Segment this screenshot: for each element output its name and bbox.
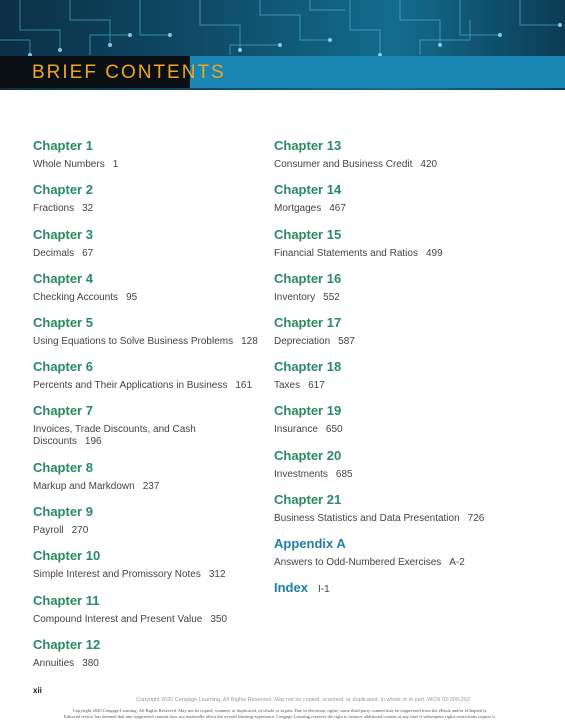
page-number: 32 (82, 203, 94, 214)
toc-entry[interactable] (274, 182, 544, 215)
chapter-title: Payroll (33, 525, 64, 536)
page-number: 67 (82, 248, 94, 259)
chapter-label: Chapter 6 (33, 359, 93, 374)
chapter-label: Chapter 1 (33, 138, 93, 153)
chapter-title: Compound Interest and Present Value (33, 614, 203, 625)
toc-entry[interactable] (33, 182, 263, 215)
toc-entry[interactable] (33, 637, 263, 670)
chapter-label: Chapter 21 (274, 492, 342, 507)
toc-entry[interactable] (274, 271, 544, 304)
page-number: 270 (71, 525, 89, 536)
toc-entry[interactable] (274, 315, 544, 348)
toc-entry[interactable] (33, 315, 263, 348)
toc-entry[interactable] (274, 227, 544, 260)
page-number: 617 (308, 380, 325, 391)
chapter-label: Chapter 20 (274, 448, 342, 463)
chapter-title: Annuities (33, 658, 75, 669)
toc-entry[interactable] (33, 227, 263, 260)
toc-entry[interactable] (33, 548, 263, 581)
toc-entry[interactable] (33, 504, 263, 537)
toc-entry[interactable] (274, 448, 544, 481)
chapter-label: Chapter 11 (33, 593, 100, 608)
chapter-title: Markup and Markdown (33, 481, 135, 492)
chapter-label: Chapter 17 (274, 315, 342, 330)
toc-entry[interactable] (33, 593, 263, 626)
page-number: 726 (467, 513, 485, 524)
chapter-label: Chapter 4 (33, 271, 93, 286)
appendix-label: Appendix A (274, 536, 346, 551)
page-number: 420 (420, 159, 438, 170)
chapter-label: Chapter 18 (274, 359, 342, 374)
chapter-label: Chapter 13 (274, 138, 342, 153)
toc-entry[interactable] (274, 359, 544, 392)
page-number: 196 (84, 436, 102, 447)
chapter-title: Fractions (33, 203, 75, 214)
chapter-title: Decimals (33, 248, 75, 259)
page-number: 350 (210, 614, 228, 625)
toc-entry[interactable] (274, 138, 544, 171)
chapter-label: Chapter 19 (274, 403, 342, 418)
toc-entry[interactable] (33, 271, 263, 304)
page-number: 312 (208, 569, 226, 580)
toc-entry[interactable] (274, 403, 544, 436)
chapter-label: Chapter 9 (33, 504, 93, 519)
toc-entry[interactable] (274, 492, 544, 525)
page-number: A-2 (449, 557, 465, 568)
page-number: 499 (425, 248, 443, 259)
chapter-title: Using Equations to Solve Business Problems (33, 336, 234, 347)
chapter-label: Chapter 10 (33, 548, 101, 563)
index-label: Index (274, 580, 308, 595)
page-number: 650 (325, 424, 343, 435)
chapter-title: Simple Interest and Promissory Notes (33, 569, 201, 580)
page-number: 467 (329, 203, 346, 214)
chapter-title: Investments (274, 469, 328, 480)
chapter-title: Mortgages (274, 203, 322, 214)
page-number: 587 (338, 336, 355, 347)
chapter-title: Depreciation (274, 336, 331, 347)
page-number: 237 (142, 481, 160, 492)
page-number: 1 (112, 159, 119, 170)
page-number: 380 (82, 658, 99, 669)
toc-entry[interactable] (33, 359, 263, 392)
toc-entry[interactable] (274, 536, 544, 569)
chapter-title: Checking Accounts (33, 292, 119, 303)
chapter-title: Percents and Their Applications in Business (33, 380, 228, 391)
chapter-label: Chapter 5 (33, 315, 93, 330)
chapter-label: Chapter 3 (33, 227, 93, 242)
chapter-label: Chapter 14 (274, 182, 342, 197)
page-number: 552 (323, 292, 340, 303)
legal-notice-line: Editorial review has deemed that any suppressed content does not materially affect the overall learning experience. Cengage Learning reserves the right to remove additional content at any time if subsequent rights restrictions require it. (64, 714, 496, 719)
chapter-title: Taxes (274, 380, 301, 391)
chapter-label: Chapter 8 (33, 460, 93, 475)
chapter-title: Whole Numbers (33, 159, 105, 170)
chapter-label: Chapter 15 (274, 227, 342, 242)
chapter-title: Business Statistics and Data Presentation (274, 513, 460, 524)
chapter-title: Inventory (274, 292, 316, 303)
copyright-notice: Copyright 2020 Cengage Learning. All Rights Reserved. May not be copied, scanned, or duplicated, in whole or in part. WCN 02-200-202 (136, 697, 470, 703)
page-number: I-1 (317, 584, 330, 595)
toc-entry[interactable] (33, 460, 263, 493)
chapter-label: Chapter 7 (33, 403, 93, 418)
legal-notice (60, 708, 500, 720)
chapter-title: Consumer and Business Credit (274, 159, 413, 170)
chapter-title: Invoices, Trade Discounts, and Cash (33, 424, 196, 435)
chapter-title: Financial Statements and Ratios (274, 248, 418, 259)
chapter-title-continued: Discounts (33, 436, 77, 447)
page-title: BRIEF CONTENTS (32, 62, 226, 83)
page-number: 128 (241, 336, 258, 347)
chapter-label: Chapter 12 (33, 637, 101, 652)
page-number-footer: xii (33, 686, 42, 695)
chapter-title: Insurance (274, 424, 318, 435)
accent-bar (190, 56, 565, 88)
chapter-label: Chapter 16 (274, 271, 342, 286)
toc-entry[interactable] (33, 138, 263, 171)
toc-entry-index[interactable] (274, 580, 544, 595)
page-number: 685 (335, 469, 353, 480)
toc-entry[interactable] (33, 403, 263, 448)
chapter-label: Chapter 2 (33, 182, 93, 197)
page-number: 95 (126, 292, 138, 303)
page-number: 161 (235, 380, 253, 391)
legal-notice-line: Copyright 2020 Cengage Learning. All Rights Reserved. May not be copied, scanned, or duplicated, in whole or in part. Due to electronic rights, some third party content may be suppressed from the eBook and/or eChapter(s). (72, 708, 488, 713)
appendix-title: Answers to Odd-Numbered Exercises (274, 557, 442, 568)
